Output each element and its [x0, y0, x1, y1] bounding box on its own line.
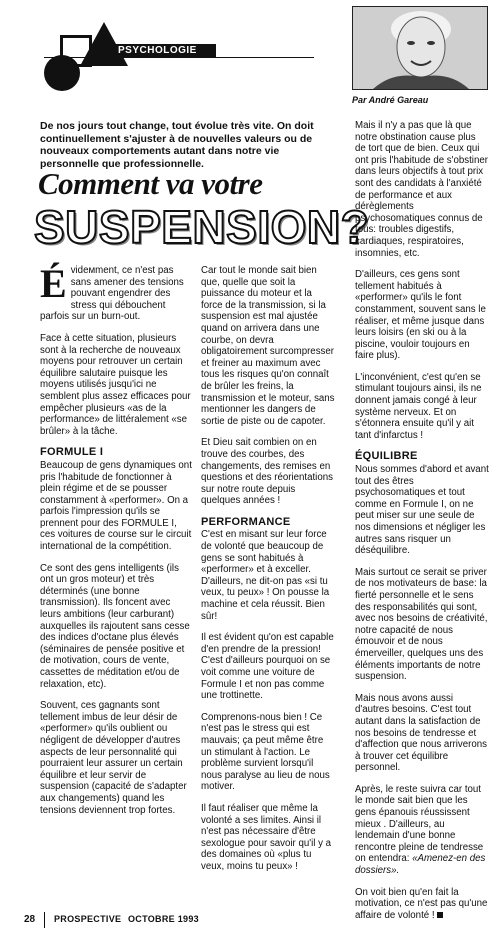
- publication-date: OCTOBRE 1993: [128, 914, 199, 924]
- paragraph: Car tout le monde sait bien que, quelle que soit la puissance du moteur et la force de la transmission, si la suspension est mal ajustée quand on arrivera dans une courbe, on devra obligatoirement surcompresser et freiner au maximum avec tous les risques qu'on connaît de brûler les freins, la transmission et le moteur, sans mentionner les dangers de sortie de piste ou de capoter.: [201, 265, 335, 427]
- paragraph-text: vidемment, ce n'est pas sans amener des tensions pouvant engendrer des stress qui débouchent parfois sur un burn-out.: [40, 265, 184, 323]
- column-2: [201, 265, 335, 883]
- byline: Par André Gareau: [352, 95, 429, 105]
- subheading: PERFORMANCE: [201, 515, 291, 528]
- author-photo: [352, 6, 488, 90]
- paragraph: Face à cette situation, plusieurs sont à la recherche de nouveaux moyens pour retrouver un certain équilibre salutaire puisque les moyens utilisés jusqu'ici ne semblent plus assez efficaces pour empêcher plusieurs «as de la performance» de littéralement «se brûler» à la tâche.: [40, 332, 191, 437]
- paragraph: [355, 887, 489, 922]
- paragraph: Comprenons-nous bien ! Ce n'est pas le stress qui est mauvais; ça peut même être un stimulant à l'action. Le problème survient lorsqu'il nous paralyse au lieu de nous motiver.: [201, 711, 330, 793]
- subheading: ÉQUILIBRE: [355, 450, 418, 463]
- header-rule: [44, 57, 314, 58]
- publication-name: PROSPECTIVE: [54, 914, 122, 924]
- paragraph: Et Dieu sait combien on en trouve des courbes, des changements, des remises en questions et des réorientations sur notre route depuis quelques années !: [201, 437, 333, 507]
- paragraph: Il faut réaliser que même la volonté a ses limites. Ainsi il n'est pas nécessaire d'être sexologue pour savoir qu'il y a des domaines où «plus tu veux, moins tu peux» !: [201, 802, 332, 872]
- page-number: 28: [24, 914, 36, 925]
- intro-paragraph: De nos jours tout change, tout évolue très vite. On doit continuellement s'ajuster à de nouvelles valeurs ou de nouveaux comportements autant dans notre vie personnelle que professionnelle.: [40, 120, 314, 170]
- paragraph: Nous sommes d'abord et avant tout des êtres psychosomatiques et tout comme en Formule I, on ne peut miser sur une seule de nos dimensions et négliger les autres sans risquer un déséquilibre.: [355, 464, 489, 557]
- column-3: [355, 120, 489, 931]
- section-label: PSYCHOLOGIE: [96, 44, 216, 57]
- end-mark-icon: [437, 912, 443, 918]
- quote: «Amenez-en des dossiers».: [355, 853, 486, 877]
- paragraph: Mais nous avons aussi d'autres besoins. C'est tout autant dans la satisfaction de nos besoins de tendresse et d'affection que nous arriverons à trouver cet équilibre personnel.: [355, 692, 487, 774]
- paragraph: D'ailleurs, ces gens sont tellement habitués à «performer» qu'ils le font constamment, souvent sans le réaliser, et même jusque dans leurs loisirs (en ski ou à la piscine, vouloir toujours en faire plus).: [355, 269, 486, 362]
- paragraph-text: On voit bien qu'en fait la motivation, ce n'est pas qu'une affaire de volonté !: [355, 886, 488, 921]
- paragraph: [355, 784, 489, 877]
- paragraph: Mais surtout ce serait se priver de nos motivateurs de base: la fierté personnelle et le sens des responsabilités qui sont, avec nos besoins de créativité, notre capacité de nous émouvoir et de nous émerveiller, quelques uns des éléments importants de notre suspension.: [355, 566, 488, 683]
- subheading: FORMULE I: [40, 446, 104, 459]
- paragraph: L'inconvénient, c'est qu'en se stimulant toujours ainsi, ils ne donnent jamais congé à leur système nerveux. Et on s'étonnera ensuite qu'il y ait tant d'infarctus !: [355, 371, 482, 441]
- footer-divider: [44, 912, 45, 928]
- drop-cap: É: [40, 261, 67, 306]
- paragraph: Mais il n'y a pas que là que notre obstination cause plus de tort que de bien. Ceux qui ont pris l'habitude de s'obstiner dans leurs objectifs à tout prix sont des candidats à l'anxiété de performance et aux dérèglements psychosomatiques connus de tous: troubles digestifs, cardiaques, respiratoires, insomnies, etc.: [355, 120, 488, 259]
- paragraph-text: Après, le reste suivra car tout le monde sait bien que les gens épanouis réussissent mieux . D'ailleurs, au lendemain d'une bonne rencontre pleine de tendresse on entendra:: [355, 783, 484, 865]
- paragraph: [40, 261, 192, 323]
- paragraph: Souvent, ces gagnants sont tellement imbus de leur désir de «performer» qu'ils oublient ou négligent de développer d'autres aspects de leur personnalité qui pourraient leur assurer un certain équilibre et leur servir de suspension (capacité de s'adapter aux changements) quand les tensions deviennent trop fortes.: [40, 700, 187, 816]
- paragraph: Beaucoup de gens dynamiques ont pris l'habitude de fonctionner à plein régime et de se pousser constamment à «performer». On a parfois l'impression qu'ils se prennent pour des FORMULE I, ces voitures de course sur le circuit international de la compétition.: [40, 459, 192, 553]
- headline-line-2: SUSPENSION?: [34, 201, 370, 253]
- headline-line-1: Comment va votre: [38, 166, 263, 201]
- column-1: [40, 261, 192, 826]
- paragraph: C'est en misant sur leur force de volonté que beaucoup de gens se sont habitués à «performer» et à exceller. D'ailleurs, ne dit-on pas «si tu veux, tu peux» ! On pousse la machine et cela réussit. Bien sûr!: [201, 529, 330, 622]
- paragraph: Il est évident qu'on est capable d'en prendre de la pression! C'est d'ailleurs pourquoi on se voit comme une voiture de Formule I et non pas comme une trottinette.: [201, 632, 334, 702]
- paragraph: Ce sont des gens intelligents (ils ont un gros moteur) et très déterminés (une bonne transmission). Ils foncent avec leurs ambitions (leur carburant) auxquelles ils rajoutent sans cesse des indices d'octane plus élevés (séminaires de pensée positive et de motivation, cours de vente, cassettes de méditation et/ou de relaxation, etc).: [40, 562, 190, 690]
